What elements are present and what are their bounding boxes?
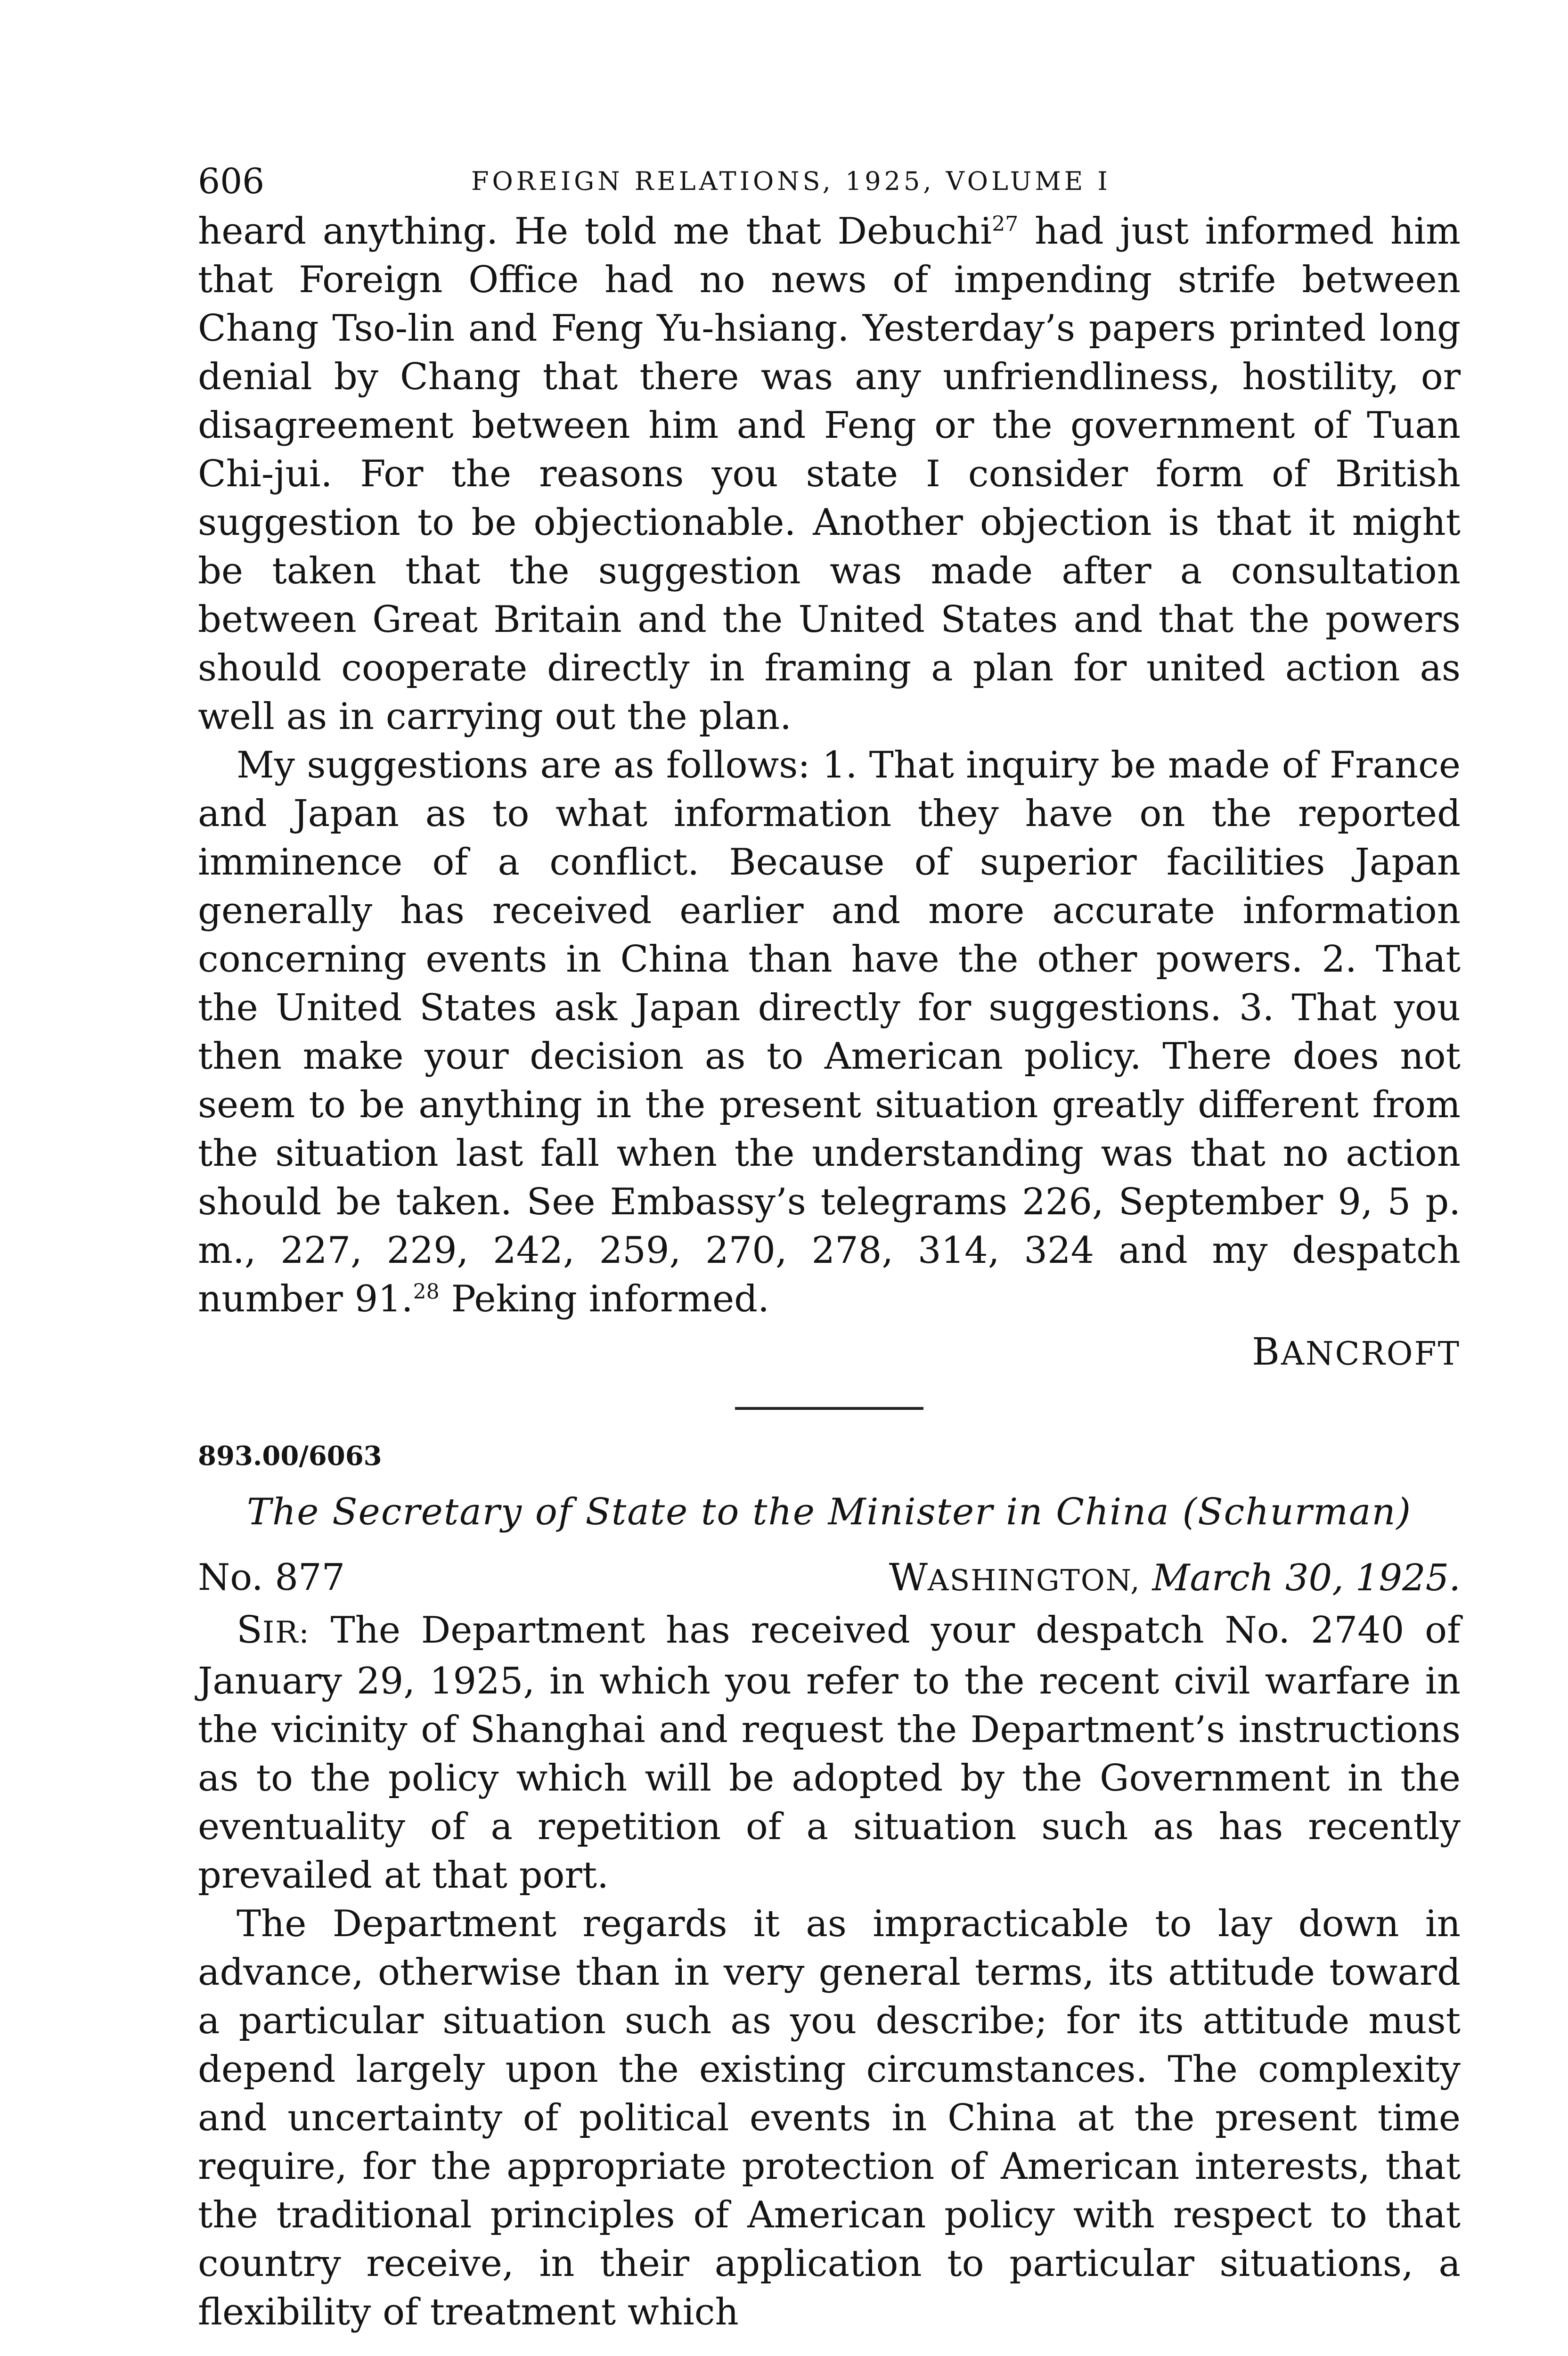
telegram-paragraph-1-text-b: had just informed him that Foreign Office had no news of impending strife between Chang Tso-lin and Feng Yu-hsiang. Yesterday’s papers printed long denial by Chang that there was any unfriendliness, hostility, or disagreement between him and Feng or the government of Tuan Chi-jui. For the reasons you state I consider form of British suggestion to be objectionable. Another objection is that it might be taken that the suggestion was made after a consultation between Great Britain and the United States and that the powers should cooperate directly in framing a plan for united action as well as in carrying out the plan. [198,210,1461,738]
footnote-ref-28: 28 [413,1280,440,1304]
signature-rest: ANCROFT [1281,1335,1461,1373]
signature [198,1328,1461,1378]
date: March 30, 1925. [1140,1557,1461,1599]
document-page [198,155,1461,2356]
page-number: 606 [198,161,265,202]
dateline [889,1550,1461,1608]
telegram-paragraph-2 [198,741,1461,1324]
file-number: 893.00/6063 [198,1440,382,1472]
place-rest: ASHINGTON, [927,1563,1141,1597]
letter-paragraph-2: The Department regards it as impracticable to lay down in advance, otherwise than in very general terms, its attitude toward a particular situation such as you describe; for its attitude must depend largely upon the existing circumstances. The complexity and uncertainty of political events in China at the present time require, for the appropriate protection of American interests, that the traditional principles of American policy with respect to that country receive, in their application to particular situations, a flexibility of treatment which [198,1903,1461,2333]
telegram-paragraph-1 [198,207,1461,741]
salutation-initial: S [237,1608,262,1652]
place-initial: W [889,1555,928,1599]
letter-paragraph-1 [198,1605,1461,1900]
signature-initial: B [1252,1330,1281,1374]
document-number: No. 877 [198,1556,345,1599]
footnote-ref-27: 27 [992,212,1019,236]
telegram-paragraph-2-text-b: Peking informed. [439,1278,769,1320]
telegram-paragraph-1-text-a: heard anything. He told me that Debuchi [198,210,992,253]
running-title: FOREIGN RELATIONS, 1925, VOLUME I [471,166,1111,196]
telegram-paragraph-2-text-a: My suggestions are as follows: 1. That inquiry be made of France and Japan as to what information they have on the reported imminence of a conflict. Because of superior facilities Japan generally has received earlier and more accurate information concerning events in China than have the other powers. 2. That the United States ask Japan directly for suggestions. 3. That you then make your decision as to American policy. There does not seem to be anything in the present situation greatly different from the situation last fall when the understanding was that no action should be taken. See Embassy’s telegrams 226, September 9, 5 p. m., 227, 229, 242, 259, 270, 278, 314, 324 and my despatch number 91. [198,744,1461,1320]
section-divider [735,1407,923,1410]
running-header [198,155,1461,207]
document-number-line [198,1550,1461,1605]
letter-paragraph-1-text: The Department has received your despatch No. 2740 of January 29, 1925, in which you refer to the recent civil warfare in the vicinity of Shanghai and request the Department’s instructions as to the policy which will be adopted by the Government in the eventuality of a repetition of a situation such as has recently prevailed at that port. [198,1609,1461,1897]
salutation-rest: IR: [262,1615,310,1650]
document-title: The Secretary of State to the Minister in China (Schurman) [246,1491,1412,1533]
